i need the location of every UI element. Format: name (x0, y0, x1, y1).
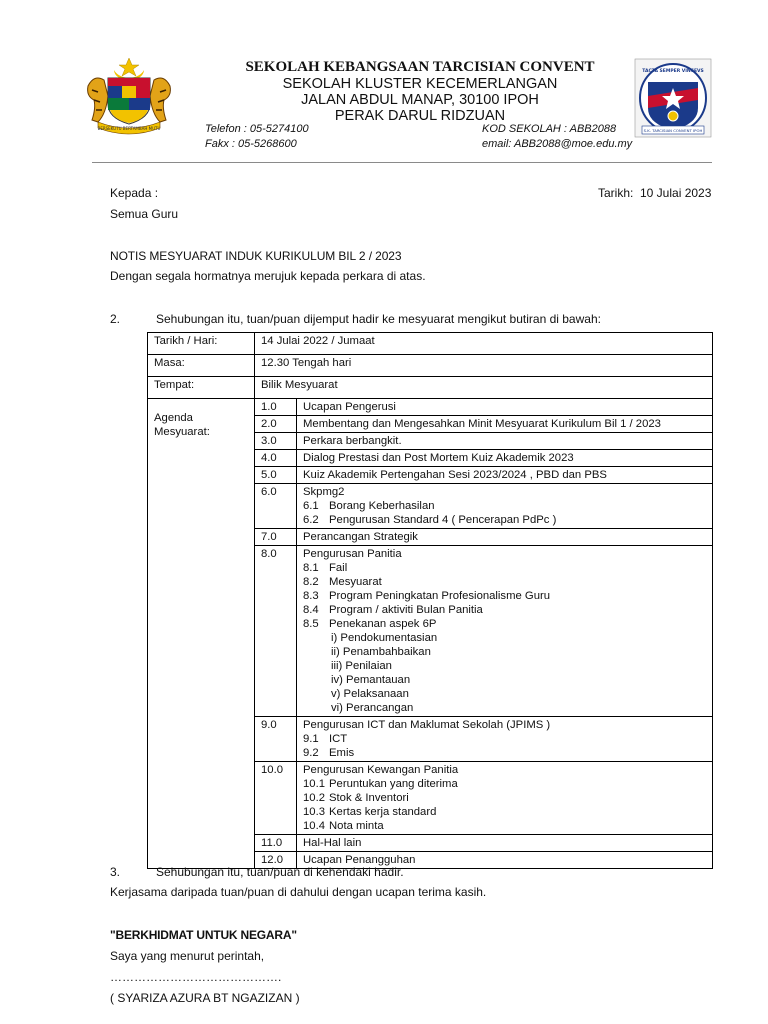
agenda-number: 9.0 (255, 717, 297, 762)
agenda-item (297, 546, 713, 717)
agenda-number: 8.0 (255, 546, 297, 717)
agenda-subitem (303, 513, 706, 527)
agenda-row (148, 399, 713, 416)
agenda-subitem-number: 10.3 (303, 806, 325, 818)
tarikh-label: Tarikh / Hari: (148, 333, 255, 355)
agenda-title: Skpmg2 (303, 486, 345, 498)
intro-text: Dengan segala hormatnya merujuk kepada perkara di atas. (110, 269, 426, 283)
agenda-number: 6.0 (255, 484, 297, 529)
agenda-roman-item: i) Pendokumentasian (331, 632, 438, 644)
agenda-subitem (303, 732, 706, 746)
date-value: 10 Julai 2023 (640, 186, 712, 200)
agenda-roman-item: vi) Perancangan (331, 702, 414, 714)
tarikh-row (148, 333, 713, 355)
agenda-item (297, 717, 713, 762)
agenda-subitem-text: Kertas kerja standard (329, 806, 437, 818)
agenda-subitem (303, 603, 706, 617)
signatory-name: ( SYARIZA AZURA BT NGAZIZAN ) (110, 991, 300, 1005)
agenda-subitem-text: Peruntukan yang diterima (329, 778, 458, 790)
agenda-subitem (303, 805, 706, 819)
logo-bottom-text: S.K. TARCISIAN CONVENT IPOH (643, 128, 703, 133)
masa-value: 12.30 Tengah hari (255, 355, 713, 377)
agenda-title: Ucapan Pengerusi (303, 401, 396, 413)
agenda-subitem-text: Mesyuarat (329, 576, 382, 588)
agenda-number: 10.0 (255, 762, 297, 835)
agenda-number: 3.0 (255, 433, 297, 450)
header-line-2: SEKOLAH KLUSTER KECEMERLANGAN (282, 76, 558, 92)
agenda-item (297, 835, 713, 852)
date-label: Tarikh: (598, 186, 634, 200)
tarikh-value: 14 Julai 2022 / Jumaat (255, 333, 713, 355)
agenda-subitem-number: 8.2 (303, 576, 319, 588)
agenda-title: Membentang dan Mengesahkan Minit Mesyuarat Kurikulum Bil 1 / 2023 (303, 418, 661, 430)
agenda-subitem-text: Borang Keberhasilan (329, 500, 435, 512)
agenda-subitem (303, 791, 706, 805)
fax-text: Fakx : 05-5268600 (205, 138, 297, 150)
agenda-subitem-number: 10.4 (303, 820, 325, 832)
agenda-subitem-text: ICT (329, 733, 348, 745)
masa-row (148, 355, 713, 377)
agenda-subitem-number: 10.2 (303, 792, 325, 804)
agenda-number: 12.0 (255, 852, 297, 869)
recipient-text: Semua Guru (110, 207, 179, 221)
agenda-subitem-number: 9.2 (303, 747, 319, 759)
agenda-item (297, 484, 713, 529)
meeting-details-table (147, 332, 713, 869)
header-line-4: PERAK DARUL RIDZUAN (334, 108, 506, 124)
agenda-subitem-text: Program / aktiviti Bulan Panitia (329, 604, 483, 616)
agenda-subitem-number: 6.2 (303, 514, 319, 526)
signature-line: ……………………………………. (110, 970, 282, 984)
motto-text: "BERKHIDMAT UNTUK NEGARA" (110, 928, 297, 942)
agenda-label: Agenda Mesyuarat: (148, 399, 255, 869)
agenda-roman-item: iv) Pemantauan (331, 674, 411, 686)
agenda-number: 2.0 (255, 416, 297, 433)
agenda-number: 5.0 (255, 467, 297, 484)
agenda-number: 4.0 (255, 450, 297, 467)
agenda-roman-item: iii) Penilaian (331, 660, 392, 672)
tempat-value: Bilik Mesyuarat (255, 377, 713, 399)
tempat-label: Tempat: (148, 377, 255, 399)
agenda-item (297, 416, 713, 433)
agenda-subitem-number: 8.3 (303, 590, 319, 602)
agenda-title: Dialog Prestasi dan Post Mortem Kuiz Akademik 2023 (303, 452, 574, 464)
agenda-subitem (303, 777, 706, 791)
crest-banner-text: BERSEKUTU BERTAMBAH MUTU (97, 126, 161, 131)
telefon-text: Telefon : 05-5274100 (205, 123, 309, 135)
agenda-title: Kuiz Akademik Pertengahan Sesi 2023/2024 , PBD dan PBS (303, 469, 607, 481)
agenda-item (297, 467, 713, 484)
agenda-subitem (303, 617, 706, 631)
agenda-roman-item: v) Pelaksanaan (331, 688, 409, 700)
agenda-item (297, 450, 713, 467)
paragraph-3-text: Sehubungan itu, tuan/puan di kehendaki hadir. (156, 865, 404, 879)
paragraph-3-number: 3. (110, 865, 121, 879)
closing-text: Saya yang menurut perintah, (110, 949, 265, 963)
agenda-title: Pengurusan ICT dan Maklumat Sekolah (JPIMS ) (303, 719, 551, 731)
notice-title: NOTIS MESYUARAT INDUK KURIKULUM BIL 2 / 2023 (110, 249, 402, 263)
agenda-roman-item: ii) Penambahbaikan (331, 646, 431, 658)
agenda-subitem-number: 8.4 (303, 604, 319, 616)
kepada-label: Kepada : (110, 186, 159, 200)
agenda-item (297, 433, 713, 450)
agenda-subitem (303, 561, 706, 575)
agenda-title: Perancangan Strategik (303, 531, 418, 543)
agenda-subitem-text: Nota minta (329, 820, 384, 832)
agenda-subitem-number: 10.1 (303, 778, 325, 790)
agenda-subitem (303, 575, 706, 589)
agenda-subitem-text: Fail (329, 562, 348, 574)
agenda-title: Pengurusan Panitia (303, 548, 402, 560)
tempat-row (148, 377, 713, 399)
agenda-subitem-number: 9.1 (303, 733, 319, 745)
agenda-item (297, 762, 713, 835)
kod-sekolah-text: KOD SEKOLAH : ABB2088 (482, 123, 617, 135)
agenda-subitem-text: Program Peningkatan Profesionalisme Guru (329, 590, 551, 602)
agenda-subitem-text: Pengurusan Standard 4 ( Pencerapan PdPc ) (329, 514, 557, 526)
agenda-number: 1.0 (255, 399, 297, 416)
agenda-subitem-text: Emis (329, 747, 355, 759)
agenda-item (297, 399, 713, 416)
agenda-subitem-number: 8.5 (303, 618, 319, 630)
masa-label: Masa: (148, 355, 255, 377)
agenda-subitem (303, 819, 706, 833)
agenda-subitem-text: Stok & Inventori (329, 792, 409, 804)
agenda-title: Hal-Hal lain (303, 837, 362, 849)
agenda-title: Pengurusan Kewangan Panitia (303, 764, 459, 776)
thanks-text: Kerjasama daripada tuan/puan di dahului dengan ucapan terima kasih. (110, 885, 487, 899)
agenda-number: 7.0 (255, 529, 297, 546)
logo-motto-text: TACTA SEMPER VINCEVS (642, 69, 704, 74)
agenda-subitem-number: 8.1 (303, 562, 319, 574)
paragraph-2-number: 2. (110, 312, 121, 326)
agenda-subitem (303, 499, 706, 513)
agenda-subitem (303, 746, 706, 760)
agenda-title: Perkara berbangkit. (303, 435, 402, 447)
header-line-3: JALAN ABDUL MANAP, 30100 IPOH (301, 92, 539, 108)
agenda-subitem-text: Penekanan aspek 6P (329, 618, 437, 630)
agenda-number: 11.0 (255, 835, 297, 852)
school-name: SEKOLAH KEBANGSAAN TARCISIAN CONVENT (245, 59, 595, 75)
paragraph-2-text: Sehubungan itu, tuan/puan dijemput hadir ke mesyuarat mengikut butiran di bawah: (156, 312, 601, 326)
coat-of-arms-logo (84, 56, 174, 136)
email-text: email: ABB2088@moe.edu.my (482, 138, 633, 150)
agenda-subitem-number: 6.1 (303, 500, 319, 512)
agenda-item (297, 529, 713, 546)
header-divider (92, 162, 712, 163)
agenda-title: Ucapan Penangguhan (303, 854, 416, 866)
agenda-subitem (303, 589, 706, 603)
